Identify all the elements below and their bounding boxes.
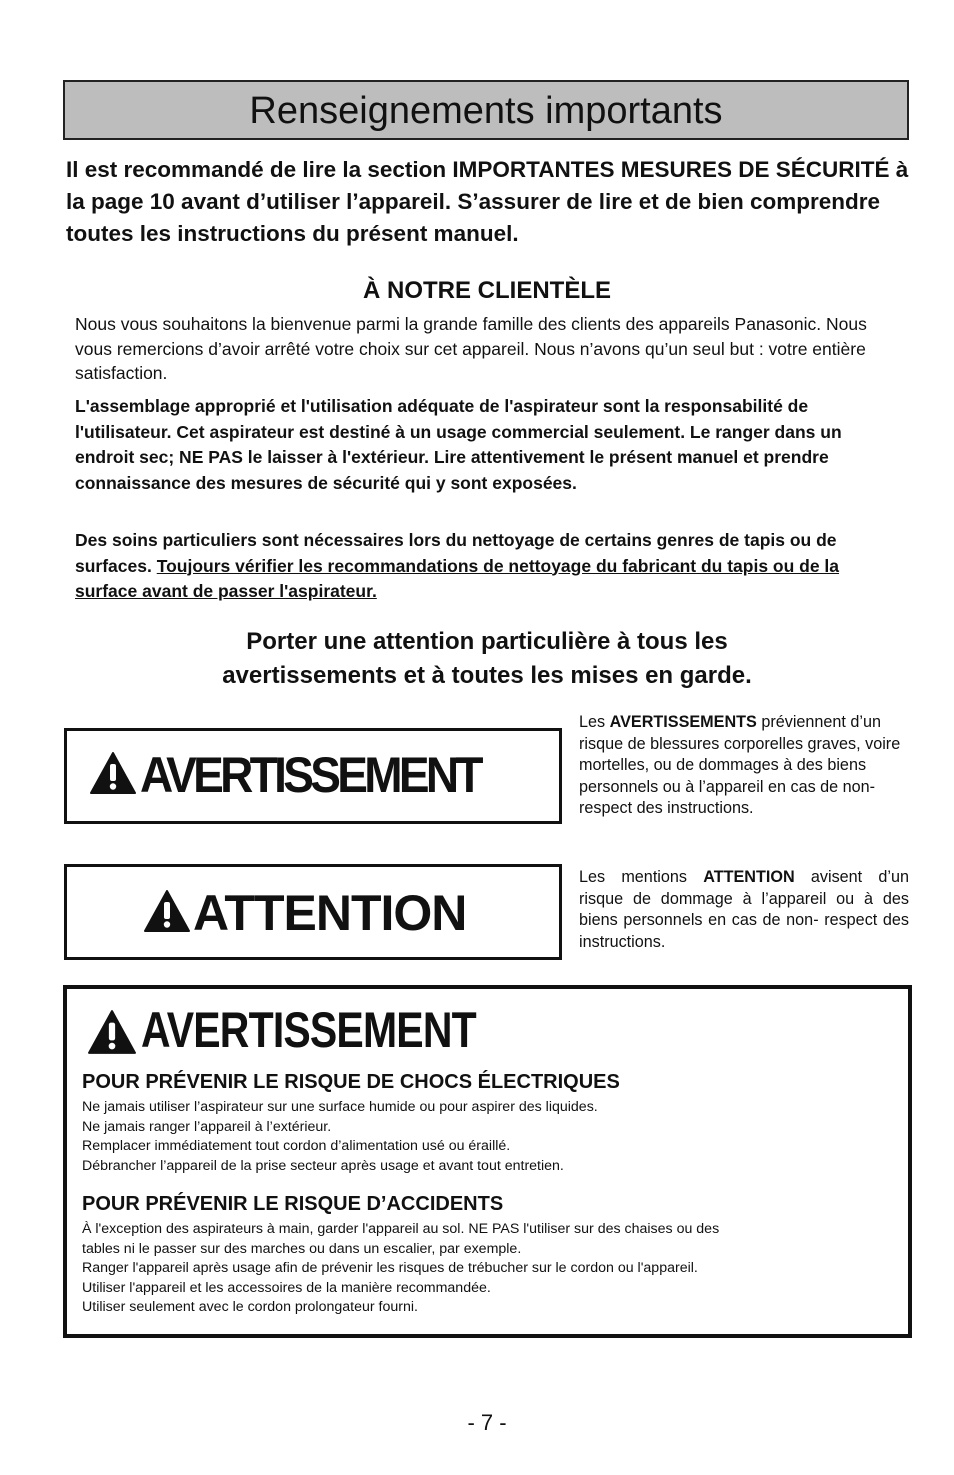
care-paragraph [75,528,885,605]
warning-sign [64,728,562,824]
care-underlined-text: Toujours vérifier les recommandations de nettoyage du fabricant du tapis ou de la surface avant de passer l'aspirateur. [75,555,840,601]
shock-line: Ne jamais ranger l’appareil à l’extérieur. [82,1118,332,1135]
page-title: Renseignements importants [249,90,723,132]
attention-note-line1: Porter une attention particulière à tous les [246,628,728,655]
warning-sign-description [579,712,909,820]
accident-line: Utiliser seulement avec le cordon prolongateur fourni. [82,1299,418,1316]
caution-desc-prefix: Les mentions [579,868,704,886]
shock-line: Remplacer immédiatement tout cordon d’alimentation usé ou éraillé. [82,1138,511,1155]
accident-line: Ranger l'appareil après usage afin de prévenir les risques de trébucher sur le cordon ou l'appareil. [82,1260,698,1277]
warning-box-triangle-icon [87,1009,137,1055]
intro-paragraph: Il est recommandé de lire la section IMPORTANTES MESURES DE SÉCURITÉ à la page 10 avant d’utiliser l’appareil. S’assurer de lire et de bien comprendre toutes les instructions du présent manuel. [66,157,909,246]
warning-sign-label: AVERTISSEMENT [140,747,480,803]
caution-desc-bold: ATTENTION [703,868,795,886]
accident-line: tables ni le passer sur des marches ou dans un escalier, par exemple. [82,1240,522,1257]
accident-line: À l'exception des aspirateurs à main, garder l'appareil au sol. NE PAS l'utiliser sur des chaises ou des [82,1221,720,1237]
accident-line: Utiliser l'appareil et les accessoires de la manière recommandée. [82,1279,491,1296]
caution-triangle-icon [143,889,191,933]
page-number: - 7 - [467,1410,507,1435]
attention-note-line2: avertissements et à toutes les mises en garde. [222,662,752,689]
assembly-paragraph: L'assemblage approprié et l'utilisation adéquate de l'aspirateur sont la responsabilité de l'utilisateur. Cet aspirateur est destiné à un usage commercial seulement. Le ranger dans un endroit sec; NE PAS le laisser à l'extérieur. Lire attentivement le présent manuel et prendre connaissance des mesures de sécurité qui y sont exposées. [75,396,842,493]
care-text: Des soins particuliers sont nécessaires lors du nettoyage de certains genres de tapis ou de surfaces. [75,530,837,576]
welcome-paragraph: Nous vous souhaitons la bienvenue parmi la grande famille des clients des appareils Panasonic. Nous vous remercions d’avoir arrêté votre choix sur cet appareil. Nous n’avons qu’un seul but : votre entière satisfaction. [75,314,867,383]
caution-sign-description [579,867,909,953]
shock-list [82,1098,882,1176]
caution-sign [64,864,562,960]
warning-desc-rest: préviennent d’un risque de blessures corporelles graves, voire mortelles, ou de dommages à des biens personnels ou à l’appareil en cas de non-respect des instructions. [579,713,901,817]
accident-heading: POUR PRÉVENIR LE RISQUE D’ACCIDENTS [82,1193,504,1215]
accident-list [82,1220,882,1318]
warning-box [63,985,912,1338]
shock-line: Débrancher l’appareil de la prise secteur après usage et avant tout entretien. [82,1157,564,1174]
warning-box-title: AVERTISSEMENT [141,1002,476,1058]
page-title-bar [63,80,909,140]
attention-note [120,625,854,693]
shock-heading: POUR PRÉVENIR LE RISQUE DE CHOCS ÉLECTRIQUES [82,1071,620,1093]
warning-triangle-icon [89,751,137,795]
warning-desc-prefix: Les [579,713,610,731]
caution-sign-label: ATTENTION [193,885,467,941]
caution-desc-rest: avisent d’un risque de dommage à l’appareil ou à des biens personnels en cas de non- respect des instructions. [579,868,909,951]
warning-desc-bold: AVERTISSEMENTS [609,713,757,731]
shock-line: Ne jamais utiliser l’aspirateur sur une surface humide ou pour aspirer des liquides. [82,1099,598,1115]
customers-heading: À NOTRE CLIENTÈLE [362,277,611,304]
